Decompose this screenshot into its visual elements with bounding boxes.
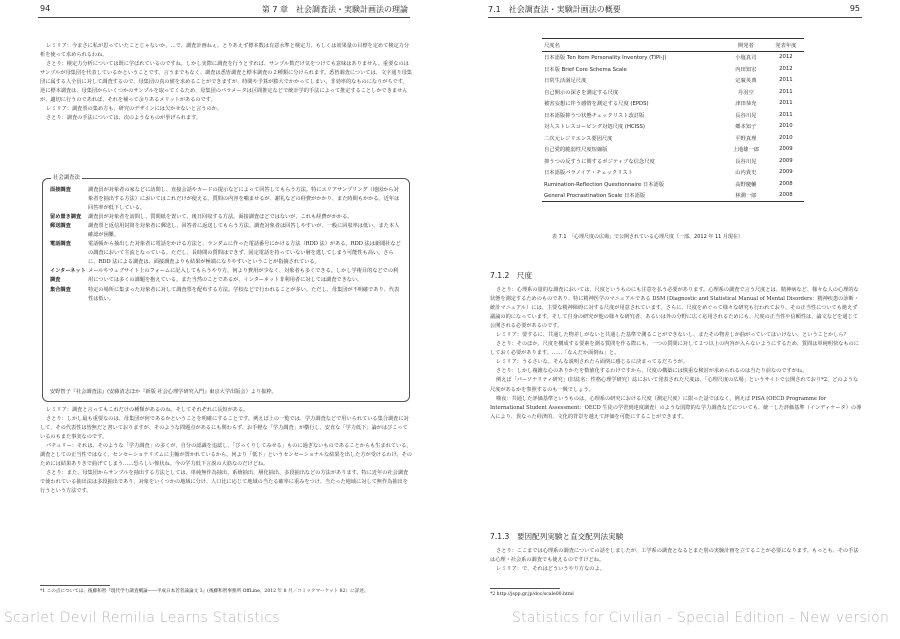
definition-item [50,222,402,240]
table-cell: 2011 [779,100,793,107]
paragraph: 嘆夜：共通した評価基準というものは、心理系の研究における尺度（測定尺度）に限った話ではなく、例えば PISA (OECD Programme for International Student Assessment：OECD 生徒の学習到達度調査）のような国際的な学力調査などについても、統一した評価基準（インディケータ）の導入により、異なった経済的、文化的背景を越えて評価を可能にすることができます。 [490,395,862,420]
table-cell: 2011 [779,77,793,84]
table-cell: 津田恭充 [735,101,757,108]
definition-term: 留め置き調査 [50,214,82,221]
definition-item [50,213,402,222]
table-row [542,167,804,179]
paragraph: レミリア：今まさに私が思っていたことじゃないか。…で、調査計画ねぇ。とりあえず標本数は有意水準と検定力、もしくは効果量の目標を定めて検定力分析を使って求められるわね。 [40,43,410,59]
table-row [542,51,804,63]
table-row [542,75,804,87]
paragraph: 例えば「パーソナリティ研究」(旧誌名：性格心理学研究）誌において発表された尺度は、「心理尺度の広場」というサイトで公開されており*2、どのような尺度があるかを参照するのも一興でしょう。 [490,377,859,393]
definition-list [50,186,402,304]
body-text [40,42,412,123]
definition-term: 電話調査 [50,241,71,248]
table-cell: 定廣英典 [735,78,757,85]
paragraph: さとり：しかし最も重要なのは、母集団が何であるかということを明確にすることです。例えば上の一覧では、学力調査などで用いられている集合調査に対して、その代表性は皆無だと書いておりますが、そのような問題点があるにも関わらず、お手軽な「学力調査」が横行し、安直な「学力低下」論がはびこっているのもまた事実なのです。 [40,416,409,441]
paragraph: レミリア：うるさいな。そんな説明されたら面倒に感じるに決まってるだろうが。 [496,359,688,366]
paragraph: さとり：また、母集団からサンプルを抽出する方法としては、単純無作為抽出、系統抽出、層化抽出、多段抽出などの方法があります。特に近年の社会調査で使われている抽出法は多段抽出であり、対象をいくつかの地域に分け、人口比に応じて地域の当たる確率に重みをつけ、当たった地域に対して無作為抽出を行うという方法です。 [40,470,409,495]
table-cell: 2010 [779,123,793,130]
paragraph: レミリア：調査票の集め方も、研究のデザインには欠かせないと言うのか。 [46,106,223,113]
table-cell: 抑うつの反すうに関するポジティブな信念尺度 [544,158,655,165]
section-heading: 7.1.2 尺度 [490,271,533,280]
table-row [542,132,804,144]
footnote-rule [40,585,110,586]
table-cell: 林潤一郎 [724,190,768,202]
table-cell: 2008 [779,180,793,187]
table-cell: 上地雄一郎 [732,147,760,154]
table-cell: 2009 [779,146,793,153]
column-header: 開発者 [724,39,768,52]
table-cell: 郷本知子 [735,124,757,131]
paragraph: パチュリー：それは、そのような「学力調査」の多くが、自分の認識を追認し、「びっくりしてみせる」ものに過ぎないものであることからも生まれている。調査としての正当性ではなく、センセーショナリズムに主軸が置かれているから。何より「低下」というセンセーショナルな結果を出した方が受けるわけ。そのためには結果ありきで曲げてしまう……恐ろしい惨状ね。今の学力低下言説の大筋なのだけどね。 [40,443,412,468]
right-page [452,0,900,620]
table-cell: General Procrastination Scale 日本語版 [542,190,724,202]
table-row [542,109,804,121]
paragraph: さとり：しかし複雑な心のありかたを数値化するわけですから、尺度の構築には慎重な検討が求められるのは当たり前なのですがね。 [496,368,808,375]
running-head: 第 7 章 社会調査法・実験計画法の理論 [261,5,408,14]
paragraph: さとり：心理系の量的な調査においては、尺度というものにも注意を払う必要があります。心理系の調査で言う尺度とは、精神病など、様々な人の心理的な状態を測定するためのものであり、特に精神医学のマニュアルである DSM (Diagnostic and Statistical Manual of Mental Disorders：精神疾患の診断・統計マニュアル）には、主要な精神障碍に対する尺度が用意されています。さらに、尺度をめぐって様々な研究も行われており、その正当性についても絶えず議論の的になっています。そして自身の研究が他の様々な研究者、あるいは外の分野に広く応用されるためにも、尺度の正当性や信頼性は、論文などを通じて公開される必要があるのです。 [490,287,859,330]
table-cell: 日本語版パラノイア・チェックリスト [544,170,633,177]
definition-text: 調査票と返信用封筒を対象者に郵送し、回答者に返送してもらう方法。調査対象者は回答しやすいが、一般に回収率は低い。また本人確認が困難。 [88,223,400,239]
definition-text: 電話帳から抽出した対象者に電話をかける方法と、ランダムに作った電話番号にかける方法（RDD 法）がある。RDD 法は新聞社などの調査において主流となっている。ただし、長時間の質問はできず、固定電話を持っていない層を逃してしまう可能性も高い。さらに、RDD 法による調査は、面接調査よりも結果が極端になりやすいということが指摘されている。 [88,241,401,266]
table-cell: 日本語版抑うつ状態チェックリスト改訂版 [544,112,645,119]
body-text [490,286,862,422]
table-row [542,190,804,202]
table-cell: 丹羽空 [737,89,754,96]
table-cell: 2008 [768,190,804,202]
paragraph: レミリア：調査と言ってもこれだけの種類があるのね。そしてそれぞれに長短がある。 [46,407,249,413]
table-row [542,121,804,133]
definition-term: インターネット調査 [50,268,86,284]
table-cell: 2009 [779,169,793,176]
table-row [542,155,804,167]
page-number: 94 [40,4,51,13]
body-text [40,406,412,496]
definition-term: 集合調査 [50,286,71,293]
paragraph: レミリア：で、それはどういうやり方なのよ。 [496,566,605,573]
table-row [542,178,804,190]
table-cell: 日本版 Brief Core Schema Scale [544,66,627,73]
table-cell: 内田知宏 [735,66,757,73]
watermark-right: Statistics for Civilian - Special Edition - New version [512,610,890,626]
definition-term: 面接調査 [50,187,71,193]
section-heading: 7.1.3 要因配列実験と直交配列法実験 [490,532,624,541]
definition-text: 特定の場所に集まった対象者に対して調査票を配布する方法。学校などで行われることが多い。ただし、母集団が不明確であり、代表性は低い。 [88,286,400,302]
table-cell: 2009 [779,157,793,164]
definition-text: 調査員が対象者を訪問し、質問紙を置いて、後日回収する方法。面接調査ほどではないが、これも経費がかかる。 [88,214,353,221]
body-text [490,547,862,574]
table-row [542,86,804,98]
column-header: 発表年度 [768,39,804,52]
box-title: 社会調査法 [51,174,82,183]
paragraph: さとり：ここまでは心理系の調査についての話をしましたが、工学系の調査となるとまた別の実験計画を立てることが必要になります。もっとも、その手法は心理・社会系の調査でも使えるのですけどね。 [490,548,859,564]
footnote: *1 この点については、後藤和智『現代学力調査概論――平成日本若者論論文 3』(後藤和智事務所 OffLine、2012 年 8 月／コミックマーケット 82）に詳述。 [40,589,369,594]
table-cell: 日本語版 Ten Item Personality Inventory (TIPI-J) [544,55,667,62]
running-head: 7.1 社会調査法・実験計画法の概要 [488,5,621,14]
paragraph: さとり：調査の手法については、次のようなものが挙げられます。 [46,115,202,122]
box-source: 安野智子『社会調査法』(安藤清志ほか『新版 社会心理学研究入門』東京大学出版会）より抜粋。 [50,388,277,395]
table-cell: 平野真理 [735,135,757,142]
table-cell: 自己愛的脆弱性尺度短縮版 [544,147,608,154]
table-cell: 小塩真司 [735,55,757,62]
column-header: 尺度名 [542,39,724,52]
footnote-rule [490,588,560,589]
paragraph: さとり：検定力分析については既に学ばれているのですね。しかし実際に調査を行うとすれば、サンプル数だけ気をつけても意味はありません。重要なのはサンプルが母集団を代表しているかということです。言うまでもなく、調査は悉皆調査と標本調査の２種類に分けられます。悉皆調査については、文字通り母集団に属する人全員に対して調査するので、母集団の真の値を求めることができますが、時間や予算が膨大でかかってしまい、非効率的なものになりがちです。逆に標本調査は、母集団からいくつかのサンプルを取ってくるため、母集団のパラメータは区間推定などで統計学的手法によって推定することしかできませんが、適切に行うのであれば、それを補って余りあるメリットがあるのです。 [40,61,412,104]
left-page [0,0,448,620]
table-cell: 自己開示の深さを測定する尺度 [544,89,619,96]
table-cell: 日常生活満足尺度 [544,78,587,85]
paragraph: レミリア：要するに、共通した物差しがないと共通した基準で測ることができないし、またその物差しが曲がっていてはいけない、ということかしら？ [496,332,849,339]
definition-term: 郵送調査 [50,223,71,230]
table-cell: 2011 [779,111,793,118]
table-cell: 長谷川晃 [735,158,757,165]
watermark-left: Scarlet Devil Remilia Learns Statistics [4,610,280,626]
table-cell: 2012 [779,54,793,61]
table-row [542,63,804,75]
definition-text: メールやウェブサイト上のフォームに記入してもらうやり方。何より費用が少なく、対象者も多くできる。しかし学術目的などでの利用については多くの課題を抱えている。また当然のことであるが、インターネット非利用者に対しては調査できない。 [88,268,399,284]
scale-table [542,38,804,202]
paragraph: さとり：そのほか、尺度を構成する要素を測る質問を作る際にも、一つの質問に対して２つ以上の内容が入らないようにするため、質問は単純明快なものにしておく必要があります。……「なんだか面倒ね」と。 [490,341,859,357]
table-header-row [542,39,804,52]
table-cell: 高野慶輔 [735,181,757,188]
definition-item [50,186,402,213]
definition-item [50,286,402,304]
table-row [542,98,804,110]
footnote: *2 http://jspp.gr.jp/doc/scale00.html [490,592,574,597]
page-number: 95 [849,4,860,13]
definition-item [50,240,402,267]
table-cell: 対人ストレスコーピング対処尺度 (HCISS) [544,124,645,131]
header-rule [488,17,862,18]
table-cell: 二次元レジリエンス要因尺度 [544,135,613,142]
definition-item [50,267,402,285]
definition-text: 調査員が対象者の家などに訪問し、直接会話やカードの提示などによって回答してもらう方法。特にエリアサンプリング（地図から対象者を抽出する方法）においてはこれだけが使える。質問の内容を噛ませるが、謝礼などの経費がかかり、また時間もかかる。近年は回答率が低下している。 [88,187,400,212]
table-cell: Rumination-Reflection Questionnaire 日本語版 [544,181,665,188]
table-cell: 2011 [779,88,793,95]
table-cell: 長谷川晃 [735,112,757,119]
table-row [542,144,804,156]
sidebar-box [42,175,410,402]
table-cell: 2010 [779,134,793,141]
table-cell: 2012 [779,65,793,72]
table-cell: 山内貴史 [735,170,757,177]
table-caption: 表 7.1 「心理尺度の広場」で公開されている心理尺度（一部、2012 年 11 月現在） [552,234,743,240]
table-cell: 被害妄想に伴う感情を測定する尺度 (EPDS) [544,101,649,108]
header-rule [38,17,410,18]
